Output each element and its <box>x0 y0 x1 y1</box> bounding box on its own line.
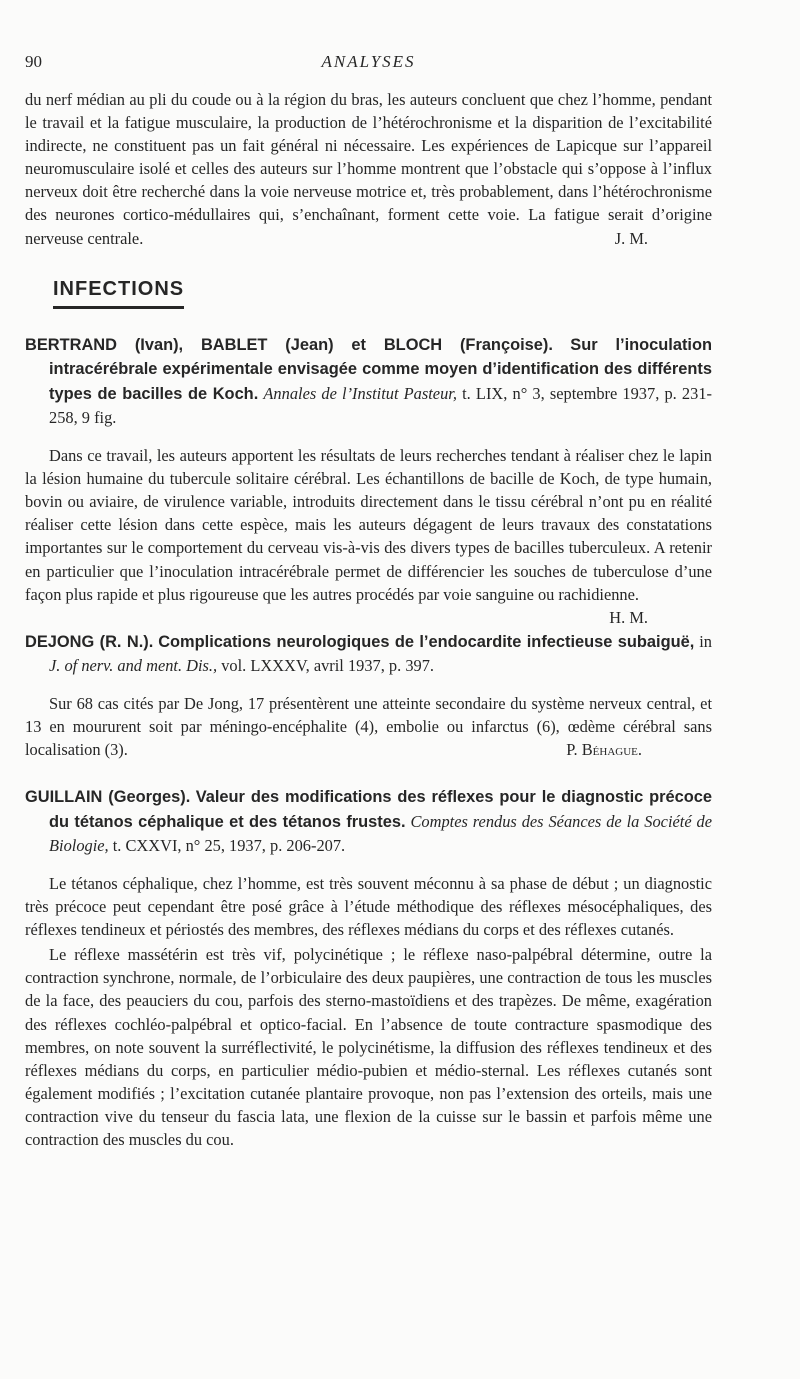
entry-journal: J. of nerv. and ment. Dis., <box>49 656 218 676</box>
entry-title: Valeur des modifications des réflexes pour le diagnostic précoce du tétanos céphalique et des tétanos frustes. <box>49 788 712 831</box>
entry-citation: t. CXXVI, n° 25, 1937, p. 206-207. <box>112 836 346 856</box>
entry-authors: BERTRAND (Ivan), BABLET (Jean) et BLOCH (Françoise). <box>25 335 553 354</box>
page-number: 90 <box>25 52 42 71</box>
page-body <box>25 88 712 1151</box>
abstract-entry <box>25 630 712 761</box>
entry-signature: P. Béhague. <box>566 740 642 760</box>
entry-authors: DEJONG (R. N.). <box>25 632 154 651</box>
abstract-entry <box>25 333 712 627</box>
entry-authors: GUILLAIN (Georges). <box>25 788 191 807</box>
section-title: INFECTIONS <box>53 278 184 309</box>
entry-heading <box>25 630 712 678</box>
running-head: ANALYSES <box>321 52 416 71</box>
intro-signature: J. M. <box>614 228 648 248</box>
entry-journal: Annales de l’Institut Pasteur, <box>263 383 457 403</box>
entry-title: Complications neurologiques de l’endocardite infectieuse subaiguë, <box>158 632 695 651</box>
entry-journal-prefix: in <box>699 631 712 651</box>
entry-paragraph: Le réflexe massétérin est très vif, polycinétique ; le réflexe naso-palpébral détermine, outre la contraction synchrone, normale, de l’orbiculaire des deux paupières, une contraction de tous les muscles de la face, des peauciers du cou, parfois des sterno-mastoïdiens et des trapèzes. De même, exagération des réflexes cochléo-palpébral et optico-facial. En l’absence de toute contracture spasmodique des membres, on note souvent la surréflectivité, le polycinétisme, la diffusion des réflexes tendineux et des réflexes médians du corps, en particulier médio-pubien et médio-sternal. Les réflexes cutanés sont également modifiés ; l’excitation cutanée plantaire provoque, non pas l’extension des orteils, mais une contraction vive du tenseur du fascia lata, une flexion de la cuisse sur le bassin et parfois même une contraction des muscles du cou. <box>25 945 712 1149</box>
entry-journal: Comptes rendus des Séances de la Société de Biologie, <box>49 811 712 856</box>
entry-paragraph-text: Sur 68 cas cités par De Jong, 17 présentèrent une atteinte secondaire du système nerveux central, et 13 en moururent soit par méningo-encéphalite (4), embolie ou infarctus (6), œdème cérébral sans localisation (3). <box>25 693 712 760</box>
entry-citation: vol. LXXXV, avril 1937, p. 397. <box>221 656 434 676</box>
entry-heading <box>25 333 712 430</box>
entry-heading <box>25 785 712 858</box>
entry-signature: H. M. <box>609 607 648 627</box>
entry-citation: t. LIX, n° 3, septembre 1937, p. 231-258, 9 fig. <box>49 383 712 428</box>
entry-paragraph-text: Dans ce travail, les auteurs apportent les résultats de leurs recherches tendant à réaliser chez le lapin la lésion humaine du tubercule solitaire cérébral. Les échantillons de bacille de Koch, de type humain, bovin ou aviaire, de virulence variable, introduits directement dans le tissu cérébral n’ont pu en réalité réaliser cette lésion dans cette espèce, mais les auteurs dégagent de leurs travaux des constatations importantes sur le comportement du cerveau vis-à-vis des divers types de bacilles tuberculeux. A retenir en particulier que l’inoculation intracérébrale permet de différencier les souches de tuberculose d’une façon plus rapide et plus rigoureuse que les autres procédés par voie sanguine ou rachidienne. <box>25 446 712 604</box>
abstract-entry <box>25 785 712 1151</box>
page-header <box>25 52 712 74</box>
entry-paragraph <box>25 444 712 627</box>
intro-paragraph <box>25 88 712 250</box>
intro-text: du nerf médian au pli du coude ou à la région du bras, les auteurs concluent que chez l’homme, pendant le travail et la fatigue musculaire, la production de l’hétérochronisme et la disparition de l’excitabilité indirecte, ne constituent pas un fait général ni nécessaire. Les expériences de Lapicque sur l’appareil neuromusculaire isolé et celles des auteurs sur l’homme montrent que l’obstacle qui s’oppose à l’influx nerveux doit être recherché dans la voie nerveuse motrice et, très probablement, dans l’hétérochronisme des neurones cortico-médullaires qui, s’enchaînant, forment cette voie. La fatigue serait d’origine nerveuse centrale. <box>25 90 712 248</box>
entry-title: Sur l’inoculation intracérébrale expérimentale envisagée comme moyen d’identification des différents types de bacilles de Koch. <box>49 335 712 403</box>
entry-paragraph: Le tétanos céphalique, chez l’homme, est très souvent méconnu à sa phase de début ; un diagnostic très précoce peut cependant être posé grâce à l’étude méthodique des réflexes mésocéphaliques, des réflexes tendineux et périostés des membres, des réflexes médians du corps et des réflexes cutanés. <box>25 873 712 940</box>
entry-paragraph <box>25 692 712 761</box>
